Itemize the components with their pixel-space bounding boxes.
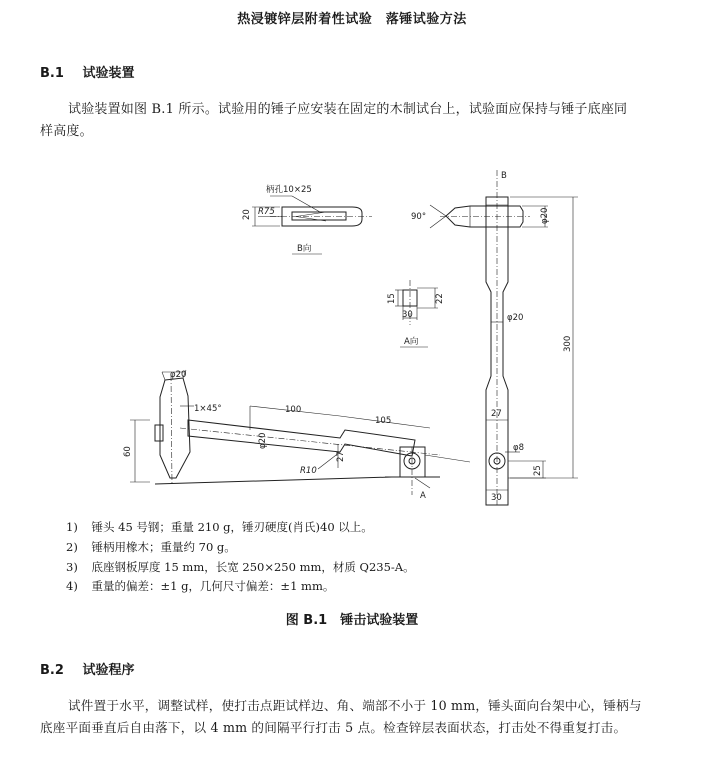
note-text: 底座钢板厚度 15 mm，长宽 250×250 mm，材质 Q235-A。 bbox=[91, 560, 415, 574]
figure-caption: 图 B.1 锤击试验装置 bbox=[285, 613, 419, 628]
dim-100: 100 bbox=[285, 405, 302, 415]
section-b1-number: B.1 bbox=[40, 66, 64, 81]
section-b2-number: B.2 bbox=[40, 663, 64, 678]
note-number: 2) bbox=[66, 540, 78, 554]
label-view-a: A向 bbox=[404, 337, 419, 347]
label-handle-hole: 柄孔10×25 bbox=[266, 185, 312, 195]
note-number: 4) bbox=[66, 579, 78, 593]
note-text: 重量的偏差：±1 g，几何尺寸偏差：±1 mm。 bbox=[91, 579, 335, 593]
dim-300: 300 bbox=[563, 335, 573, 352]
label-b-arrow: B bbox=[501, 171, 507, 181]
paragraph-b1-line2: 样高度。 bbox=[40, 124, 93, 139]
dim-phi20-mid: φ20 bbox=[507, 313, 524, 323]
page-title: 热浸镀锌层附着性试验 落锤试验方法 bbox=[237, 12, 467, 27]
dim-phi20-head: φ20 bbox=[170, 370, 187, 380]
note-text: 锤头 45 号钢；重量 210 g，锤刃硬度(肖氏)40 以上。 bbox=[91, 520, 373, 534]
section-b2-heading bbox=[40, 659, 134, 678]
note-4 bbox=[66, 578, 334, 594]
note-number: 1) bbox=[66, 520, 78, 534]
dim-phi20-top: φ20 bbox=[540, 207, 550, 224]
paragraph-b2-line1: 试件置于水平，调整试样，使打击点距试样边、角、端部不小于 10 mm，锤头面向台架中心，锤柄与 bbox=[68, 698, 642, 713]
dim-20-b: 20 bbox=[242, 209, 252, 220]
inclined-hammer-drawing bbox=[123, 370, 470, 501]
b-view-drawing bbox=[242, 184, 372, 254]
label-angle-90: 90° bbox=[411, 212, 427, 222]
dim-60: 60 bbox=[123, 446, 133, 457]
note-number: 3) bbox=[66, 560, 78, 574]
dim-27-a: 27 bbox=[491, 409, 502, 419]
note-2 bbox=[66, 539, 236, 555]
note-3 bbox=[66, 559, 415, 575]
section-b2-title: 试验程序 bbox=[82, 663, 135, 678]
dim-30-b: 30 bbox=[491, 493, 502, 503]
dim-15: 15 bbox=[387, 293, 397, 304]
label-r10: R10 bbox=[300, 466, 317, 476]
dim-22: 22 bbox=[435, 293, 445, 304]
dim-30-a: 30 bbox=[402, 310, 413, 320]
dim-25: 25 bbox=[533, 465, 543, 476]
section-b1-heading bbox=[40, 62, 134, 81]
label-r75: R75 bbox=[258, 207, 275, 217]
dim-105: 105 bbox=[375, 416, 392, 426]
dim-27-b: 27 bbox=[336, 451, 346, 462]
label-chamfer: 1×45° bbox=[194, 404, 222, 414]
hammer-test-figure bbox=[0, 160, 704, 510]
dim-phi20-handle: φ20 bbox=[258, 432, 268, 449]
dim-phi8: φ8 bbox=[513, 443, 525, 453]
note-1 bbox=[66, 519, 373, 535]
section-b1-title: 试验装置 bbox=[82, 66, 135, 81]
label-view-b: B向 bbox=[297, 244, 312, 254]
a-view-drawing bbox=[387, 280, 445, 347]
paragraph-b1-line1: 试验装置如图 B.1 所示。试验用的锤子应安装在固定的木制试台上，试验面应保持与锤子底座同 bbox=[68, 102, 628, 117]
label-a-arrow: A bbox=[420, 491, 426, 501]
note-text: 锤柄用橡木；重量约 70 g。 bbox=[91, 540, 236, 554]
paragraph-b2-line2: 底座平面垂直后自由落下，以 4 mm 的间隔平行打击 5 点。检查锌层表面状态，打击处不得重复打击。 bbox=[40, 720, 627, 735]
